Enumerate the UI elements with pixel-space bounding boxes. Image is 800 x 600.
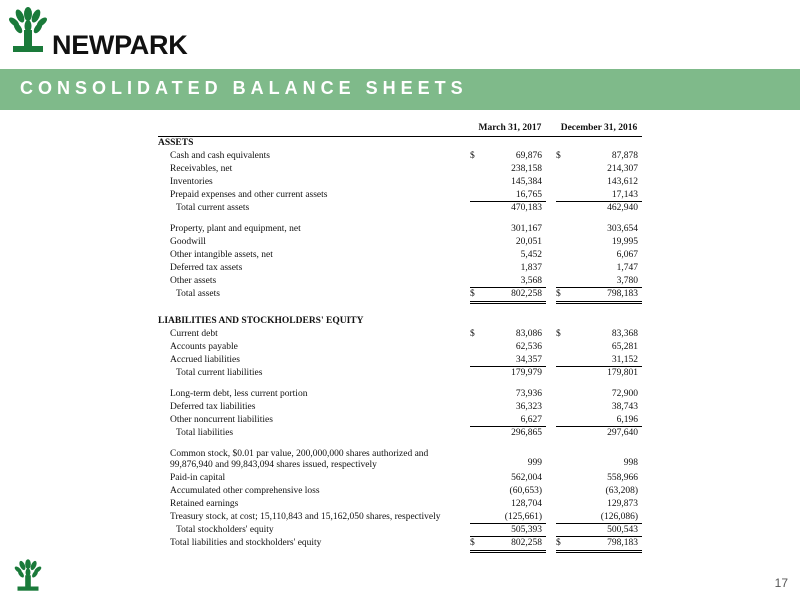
value-march-2017: 20,051: [515, 237, 542, 247]
value-december-2016: 72,900: [611, 389, 638, 399]
row-label: Retained earnings: [170, 499, 239, 509]
row-label: Other noncurrent liabilities: [170, 415, 273, 425]
currency-symbol: $: [470, 151, 475, 161]
newpark-logo: [8, 6, 188, 60]
table-row: [158, 262, 642, 275]
table-row: [158, 414, 642, 427]
double-underline: [470, 301, 546, 304]
double-underline: [556, 301, 642, 304]
value-march-2017: 3,568: [520, 276, 542, 286]
row-label: Total liabilities: [176, 428, 234, 438]
value-march-2017: 6,627: [520, 415, 542, 425]
value-december-2016: 998: [623, 458, 638, 468]
section-heading-assets: ASSETS: [158, 138, 194, 148]
row-label: Receivables, net: [170, 164, 233, 174]
table-row: [158, 315, 642, 328]
value-march-2017: 1,837: [520, 263, 542, 273]
row-label: Long-term debt, less current portion: [170, 389, 308, 399]
value-december-2016: 129,873: [607, 499, 638, 509]
table-row-subtotal: [158, 367, 642, 380]
value-december-2016: 500,543: [607, 525, 638, 535]
table-row: [158, 485, 642, 498]
tree-logo-icon: [14, 558, 42, 594]
table-row-total: [158, 537, 642, 550]
value-december-2016: 558,966: [607, 473, 638, 483]
page-title: CONSOLIDATED BALANCE SHEETS: [20, 78, 468, 98]
table-row: [158, 511, 642, 524]
value-march-2017: 179,979: [511, 368, 542, 378]
value-march-2017: 69,876: [515, 151, 542, 161]
table-row: [158, 137, 642, 150]
value-december-2016: 6,196: [616, 415, 638, 425]
value-december-2016: 214,307: [607, 164, 638, 174]
currency-symbol: $: [470, 538, 475, 548]
row-label: Other assets: [170, 276, 217, 286]
table-row: [158, 328, 642, 341]
table-row: [158, 498, 642, 511]
row-label: Prepaid expenses and other current assets: [170, 190, 328, 200]
value-december-2016: (126,086): [600, 512, 638, 522]
row-label: Treasury stock, at cost; 15,110,843 and 15,162,050 shares, respectively: [170, 512, 441, 522]
row-label: Total current assets: [176, 203, 250, 213]
table-row: [158, 354, 642, 367]
table-row-subtotal: [158, 202, 642, 215]
row-label: Deferred tax assets: [170, 263, 243, 273]
value-december-2016: 303,654: [607, 224, 638, 234]
value-march-2017: 145,384: [511, 177, 542, 187]
value-march-2017: 16,765: [515, 190, 542, 200]
value-december-2016: 798,183: [607, 538, 638, 548]
value-march-2017: 470,183: [511, 203, 542, 213]
value-december-2016: (63,208): [605, 486, 638, 496]
column-header-row: [158, 120, 642, 137]
row-label: Inventories: [170, 177, 213, 187]
row-label: Cash and cash equivalents: [170, 151, 270, 161]
currency-symbol: $: [556, 329, 561, 339]
value-december-2016: 65,281: [611, 342, 638, 352]
table-row: [158, 448, 642, 472]
table-row: [158, 401, 642, 414]
brand-name: NEWPARK: [52, 30, 188, 60]
value-december-2016: 297,640: [607, 428, 638, 438]
row-label: Current debt: [170, 329, 218, 339]
double-underline: [556, 550, 642, 553]
value-december-2016: 3,780: [616, 276, 638, 286]
currency-symbol: $: [470, 289, 475, 299]
table-row: [158, 223, 642, 236]
table-row: [158, 236, 642, 249]
table-row: [158, 249, 642, 262]
value-march-2017: 238,158: [511, 164, 542, 174]
double-underline: [470, 550, 546, 553]
value-december-2016: 31,152: [611, 355, 638, 365]
table-row: [158, 163, 642, 176]
value-december-2016: 6,067: [616, 250, 638, 260]
value-march-2017: 73,936: [515, 389, 542, 399]
row-label: Accrued liabilities: [170, 355, 240, 365]
table-row: [158, 150, 642, 163]
table-row-total: [158, 288, 642, 301]
section-heading-liabilities: LIABILITIES AND STOCKHOLDERS' EQUITY: [158, 316, 364, 326]
row-label: Total stockholders' equity: [176, 525, 274, 535]
table-row: [158, 472, 642, 485]
column-header-december-2016: December 31, 2016: [560, 123, 638, 133]
value-march-2017: 128,704: [511, 499, 542, 509]
value-december-2016: 798,183: [607, 289, 638, 299]
value-march-2017: 562,004: [511, 473, 542, 483]
value-march-2017: (60,653): [509, 486, 542, 496]
value-december-2016: 1,747: [616, 263, 638, 273]
currency-symbol: $: [470, 329, 475, 339]
currency-symbol: $: [556, 538, 561, 548]
value-march-2017: 36,323: [515, 402, 542, 412]
value-march-2017: 505,393: [511, 525, 542, 535]
value-december-2016: 179,801: [607, 368, 638, 378]
currency-symbol: $: [556, 289, 561, 299]
table-row: [158, 275, 642, 288]
row-label: Property, plant and equipment, net: [170, 224, 301, 234]
value-march-2017: 999: [527, 458, 542, 468]
value-december-2016: 87,878: [611, 151, 638, 161]
value-march-2017: (125,661): [504, 512, 542, 522]
value-march-2017: 34,357: [515, 355, 542, 365]
table-row-subtotal: [158, 427, 642, 440]
table-row: [158, 176, 642, 189]
value-december-2016: 462,940: [607, 203, 638, 213]
row-label: Total current liabilities: [176, 368, 263, 378]
row-label: Accumulated other comprehensive loss: [170, 486, 320, 496]
page-number: 17: [774, 576, 788, 590]
currency-symbol: $: [556, 151, 561, 161]
value-march-2017: 802,258: [511, 289, 542, 299]
value-december-2016: 38,743: [611, 402, 638, 412]
row-label: Goodwill: [170, 237, 206, 247]
value-march-2017: 83,086: [515, 329, 542, 339]
column-header-march-2017: March 31, 2017: [478, 123, 542, 133]
value-march-2017: 802,258: [511, 538, 542, 548]
value-march-2017: 62,536: [515, 342, 542, 352]
table-row: [158, 189, 642, 202]
value-december-2016: 17,143: [611, 190, 638, 200]
row-label: Deferred tax liabilities: [170, 402, 256, 412]
table-row-subtotal: [158, 524, 642, 537]
value-march-2017: 301,167: [511, 224, 542, 234]
row-label: Accounts payable: [170, 342, 238, 352]
row-label: Common stock, $0.01 par value, 200,000,000 shares authorized and 99,876,940 and 99,843,094 shares issued, respectively: [170, 449, 429, 470]
row-label: Total assets: [176, 289, 220, 299]
title-banner: [0, 69, 800, 110]
value-december-2016: 19,995: [611, 237, 638, 247]
table-row: [158, 388, 642, 401]
value-march-2017: 5,452: [520, 250, 542, 260]
value-march-2017: 296,865: [511, 428, 542, 438]
balance-sheet-table: [158, 120, 642, 550]
table-row: [158, 341, 642, 354]
tree-logo-icon: [8, 6, 48, 56]
row-label: Paid-in capital: [170, 473, 226, 483]
row-label: Total liabilities and stockholders' equity: [170, 538, 322, 548]
row-label: Other intangible assets, net: [170, 250, 273, 260]
value-december-2016: 143,612: [607, 177, 638, 187]
value-december-2016: 83,368: [611, 329, 638, 339]
